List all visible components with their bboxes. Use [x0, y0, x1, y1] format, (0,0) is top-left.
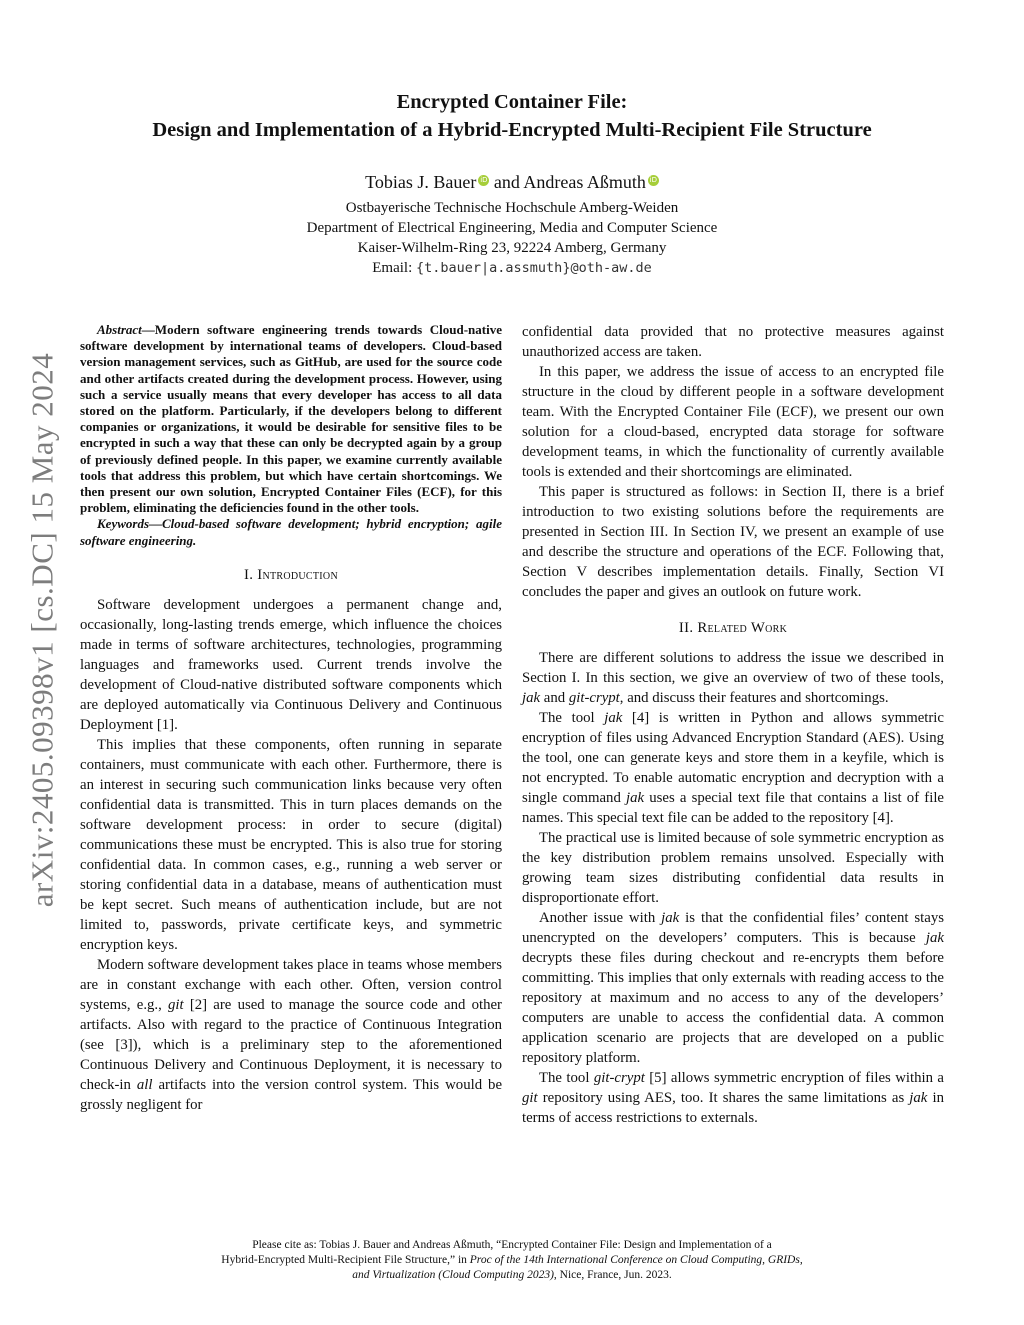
text-run: [5] allows symmetric encryption of files within a — [644, 1070, 944, 1086]
author-name: Tobias J. Bauer — [365, 172, 477, 192]
text-run: The tool — [539, 1070, 594, 1086]
paper-title — [80, 88, 944, 144]
text-run: Hybrid-Encrypted Multi-Recipient File Structure,” in — [221, 1254, 470, 1266]
emphasis: git-crypt — [593, 1070, 645, 1086]
text-run: [4] is written in Python and allows symmetric encryption of files using Advanced Encryption Standard (AES). Using the tool, one can generate keys and store them in a keyfile, which is not encrypted. To enable automatic encryption and decryption with a single command — [522, 710, 944, 806]
text-run: decrypts these files during checkout and re-encrypts them before committing. This implies that only externals with reading access to the repository at maximum and no access to any of the developers’ computers are unable to access the confidential data. A common application scenario are projects that are developed on a public repository platform. — [522, 950, 944, 1066]
emphasis: git — [522, 1090, 538, 1106]
text-run: There are different solutions to address the issue we described in Section I. In this section, we give an overview of two of these tools, — [522, 650, 944, 686]
emphasis: and Virtualization (Cloud Computing 2023) — [352, 1269, 554, 1281]
abstract-text: —Modern software engineering trends towards Cloud-native software development by international teams of developers. Cloud-based version management services, such as GitHub, are used for the source code and other artifacts created during the development process. However, using such a service usually means that every developer has access to all data stored on the platform. Particularly, if the developers belong to different companies or organizations, it would be desirable for sensitive files to be encrypted in such a way that these can only be decrypted again by a group of previously defined people. In this paper, we examine currently available tools that address this problem, but which have certain shortcomings. We then present our own solution, Encrypted Container Files (ECF), for this problem, eliminating the deficiencies found in the other tools. — [80, 322, 502, 516]
abstract — [80, 322, 502, 516]
text-run: is that the confidential files’ content stays unencrypted on the developers’ computers. This is because — [522, 910, 944, 946]
footer-line-2 — [80, 1253, 944, 1268]
text-run: Another issue with — [539, 910, 662, 926]
emphasis: jak — [925, 930, 944, 946]
affiliation-institution: Ostbayerische Technische Hochschule Amberg-Weiden — [345, 200, 679, 216]
arxiv-identifier: arXiv:2405.09398v1 [cs.DC] 15 May 2024 — [24, 352, 59, 908]
emphasis: jak — [604, 710, 623, 726]
author-list — [80, 171, 944, 193]
title-line-2: Design and Implementation of a Hybrid-Encrypted Multi-Recipient File Structure — [152, 119, 872, 141]
left-column — [80, 322, 502, 1115]
title-line-1: Encrypted Container File: — [396, 91, 628, 113]
paragraph — [522, 708, 944, 828]
abstract-label: Abstract — [97, 322, 142, 337]
text-run: in terms of access restrictions to externals. — [522, 1090, 944, 1126]
paragraph: This paper is structured as follows: in Section II, there is a brief introduction to two existing solutions before the requirements are presented in Section III. In Section IV, we present an example of use and describe the structure and operations of the ECF. Following that, Section V describes implementation details. Finally, Section VI concludes the paper and gives an outlook on future work. — [522, 484, 944, 600]
paragraph: confidential data provided that no protective measures against unauthorized access are taken. — [522, 324, 944, 360]
text-run: and — [540, 690, 569, 706]
keywords: Keywords—Cloud-based software development; hybrid encryption; agile software engineering. — [80, 516, 502, 548]
emphasis: git — [168, 996, 184, 1013]
section-heading-related-work: II. Related Work — [678, 620, 788, 636]
affiliation-address: Kaiser-Wilhelm-Ring 23, 92224 Amberg, Germany — [357, 240, 667, 256]
footer-line-3 — [80, 1268, 944, 1283]
author-separator: and — [489, 172, 524, 192]
text-run: repository using AES, too. It shares the same limitations as — [537, 1090, 910, 1106]
emphasis: jak — [661, 910, 680, 926]
emphasis: jak — [626, 790, 645, 806]
arxiv-side-label — [22, 320, 62, 940]
text-run: Modern software development takes place in teams whose members are in constant exchange with each other. Often, version control systems, e.g., — [80, 956, 502, 1013]
text-run: , and discuss their features and shortcomings. — [619, 690, 889, 706]
paragraph — [522, 1068, 944, 1128]
author-name: Andreas Aßmuth — [523, 172, 646, 192]
orcid-icon[interactable]: iD — [480, 176, 488, 184]
emphasis: git-crypt — [568, 690, 620, 706]
orcid-icon[interactable]: iD — [649, 176, 658, 184]
paragraph — [522, 908, 944, 1068]
right-column — [522, 322, 944, 1128]
affiliation-block — [80, 198, 944, 278]
paragraph — [80, 955, 502, 1115]
text-run: artifacts into the version control system. This would be grossly negligent for — [80, 1076, 503, 1113]
paragraph: Software development undergoes a permanent change and, occasionally, long-lasting trends emerge, which influence the choices made in terms of software architectures, technologies, programming languages and frameworks used. Current trends involve the development of Cloud-native distributed software components which are deployed automatically via Continuous Delivery and Continuous Deployment [1]. — [80, 596, 502, 733]
text-run: , Nice, France, Jun. 2023. — [553, 1269, 672, 1281]
section-heading-introduction: I. Introduction — [244, 566, 338, 583]
emphasis: jak — [909, 1090, 928, 1106]
footer-line-1: Please cite as: Tobias J. Bauer and Andreas Aßmuth, “Encrypted Container File: Design and Implementation of a — [252, 1239, 772, 1251]
paragraph: In this paper, we address the issue of access to an encrypted file structure in the cloud by different people in a software development team. With the Encrypted Container File (ECF), we present our own solution for a cloud-based, encrypted data storage for software development teams, in which the functionality of currently available tools is extended and their shortcomings are eliminated. — [522, 364, 944, 480]
email-label: Email: — [372, 260, 417, 276]
paragraph: The practical use is limited because of sole symmetric encryption as the key distribution problem remains unsolved. Especially with growing team sizes distributing confidential data results in disproportionate effort. — [522, 830, 944, 906]
text-run: [2] are used to manage the source code and other artifacts. Also with regard to the practice of Continuous Integration (see [3]), which is a preliminary step to the aforementioned Continuous Delivery and Continuous Deployment, it is necessary to check-in — [80, 996, 502, 1093]
text-run: uses a special text file that contains a list of file names. This special text file can be added to the repository [4]. — [522, 790, 944, 826]
text-run: The tool — [539, 710, 605, 726]
affiliation-email-line — [80, 258, 944, 278]
emphasis: all — [136, 1076, 153, 1093]
affiliation-department: Department of Electrical Engineering, Media and Computer Science — [306, 220, 718, 236]
email-address: {t.bauer|a.assmuth}@oth-aw.de — [416, 260, 652, 276]
paragraph — [522, 648, 944, 708]
citation-footer — [80, 1238, 944, 1283]
paragraph: This implies that these components, often running in separate containers, must communicate with each other. Furthermore, there is an interest in securing such communication links because very often confidential data is transmitted. This in turn places demands on the software development process: in order to secure (digital) communications these must be encrypted. This is also true for storing confidential data. In common cases, e.g., running a web server or storing confidential data in a database, means of authentication must be kept secret. Such means of authentication include, but are not limited to, passwords, private certificate keys, and symmetric encryption keys. — [80, 736, 502, 953]
emphasis: Proc of the 14th International Conference on Cloud Computing, GRIDs, — [469, 1254, 803, 1266]
emphasis: jak — [522, 690, 541, 706]
